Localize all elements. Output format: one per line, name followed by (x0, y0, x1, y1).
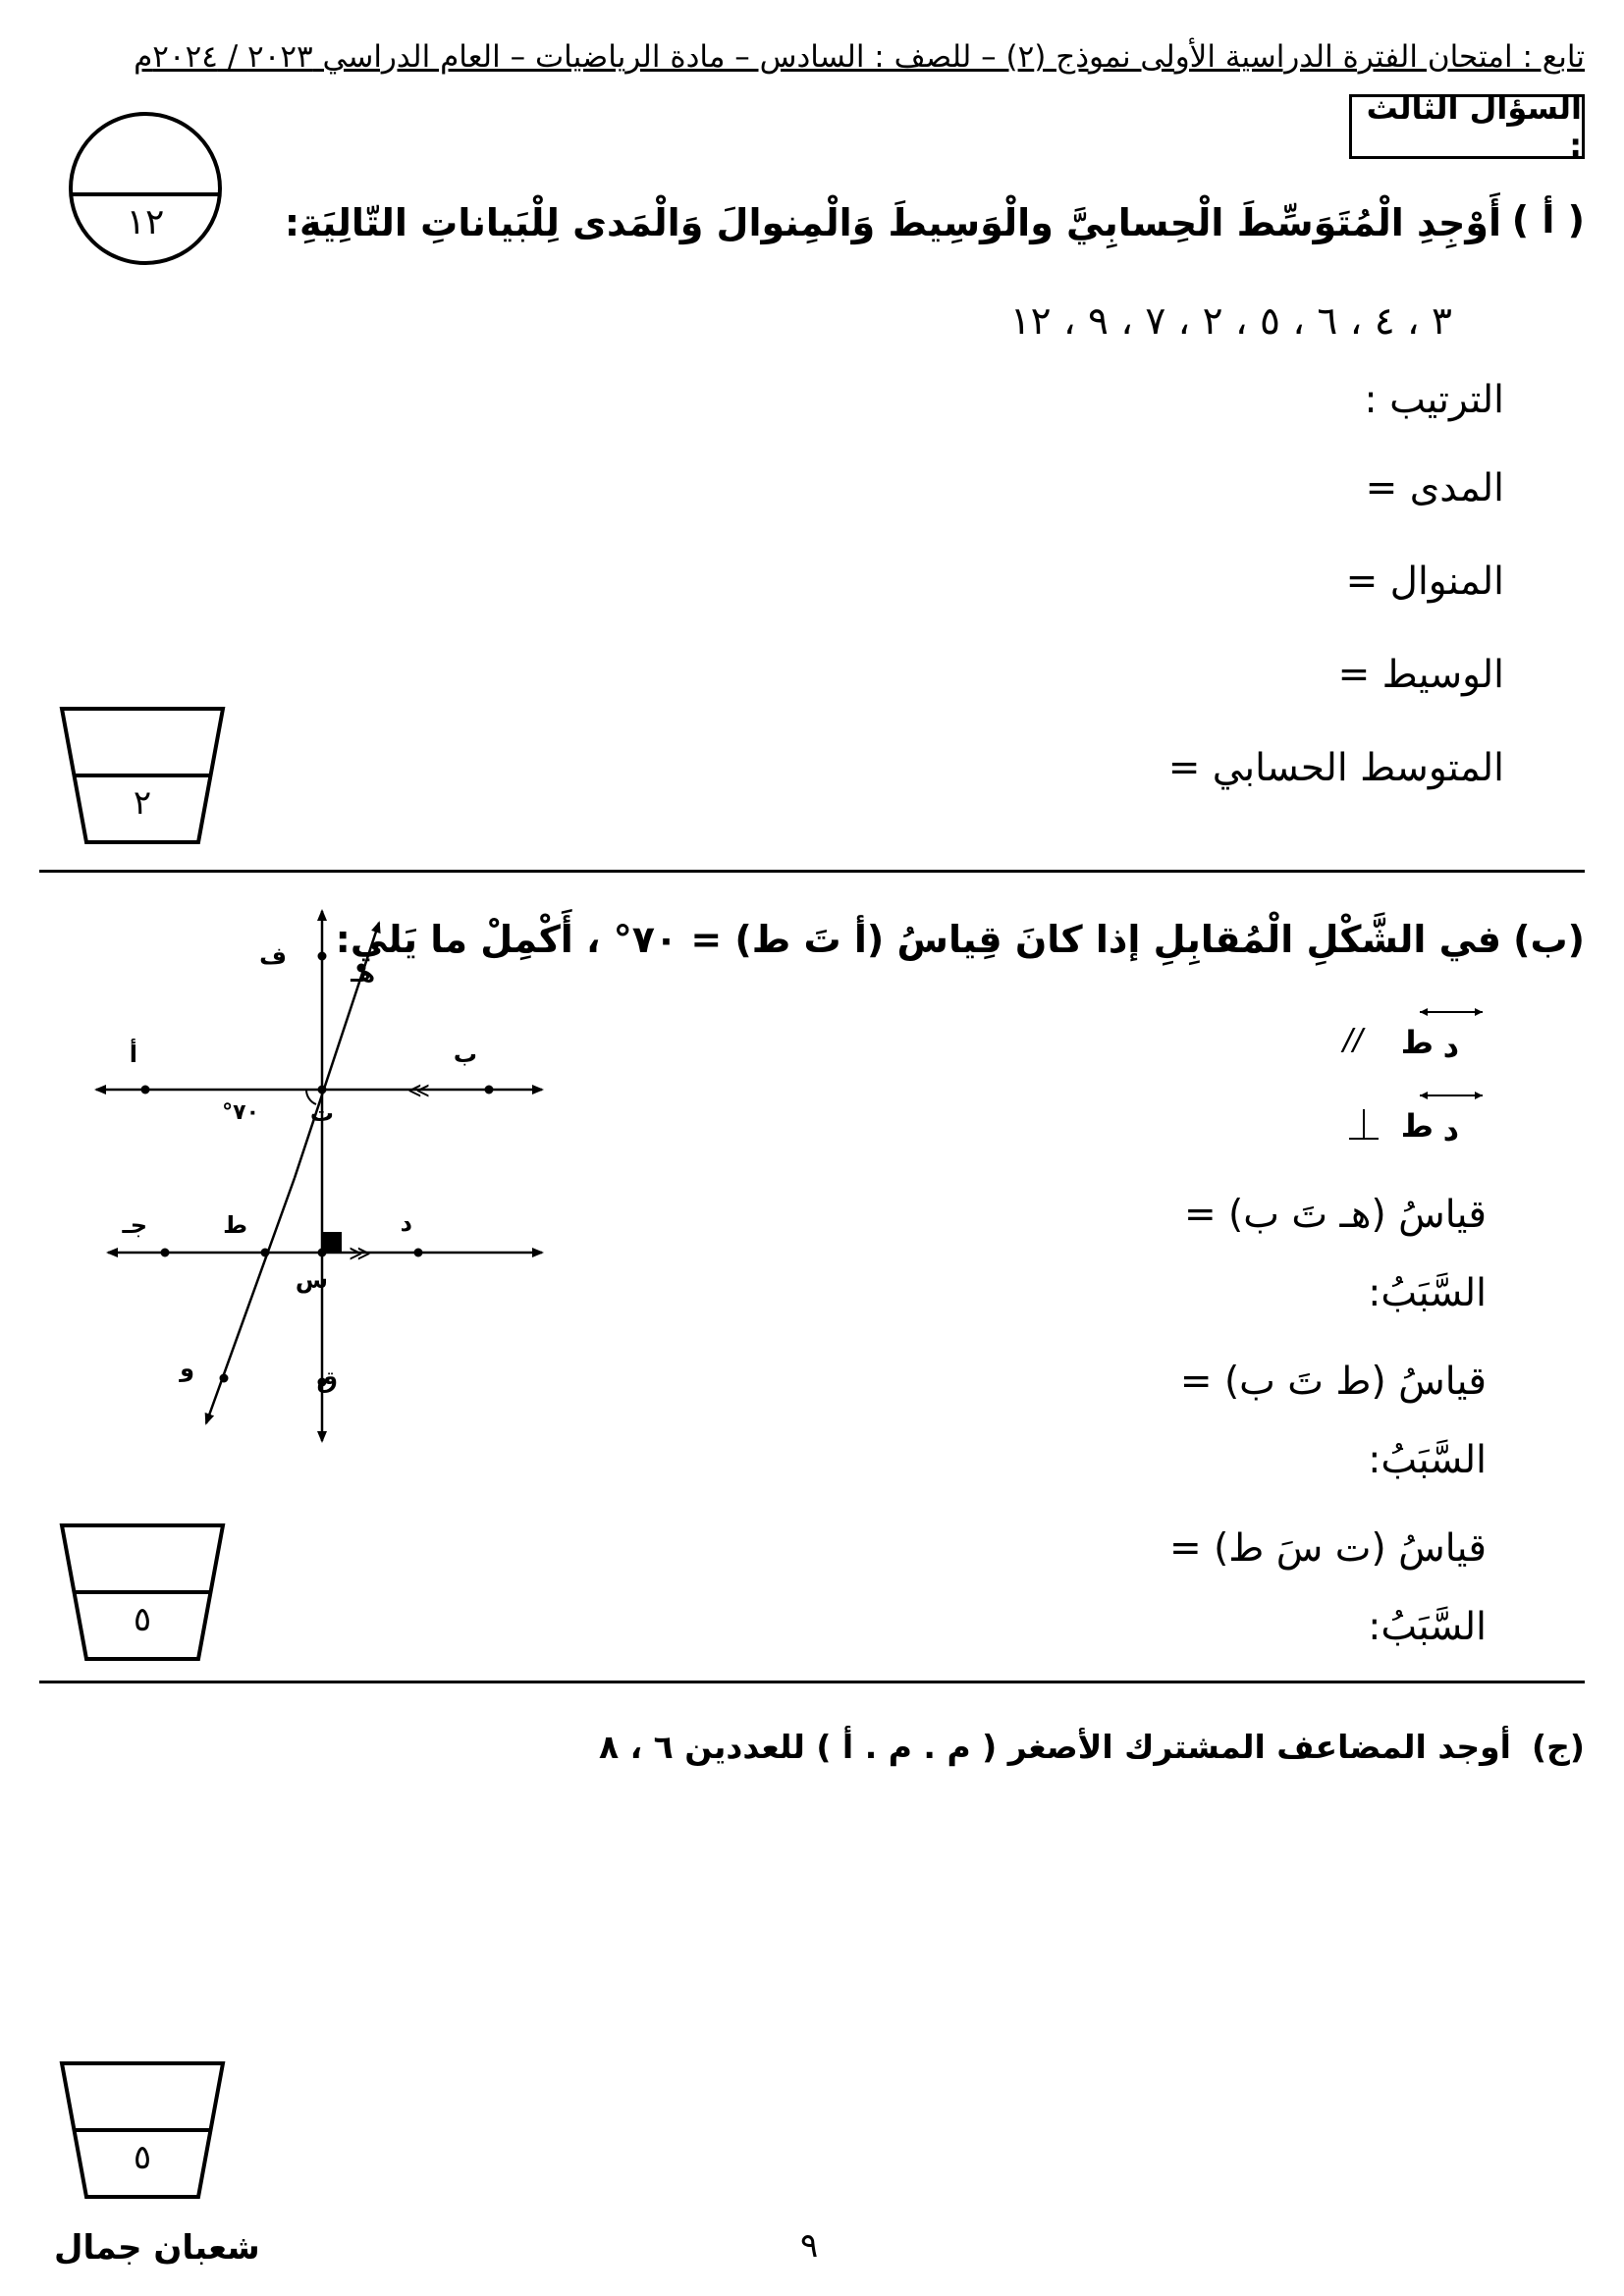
part-b-parallel-row (1342, 1006, 1487, 1065)
fig-label-d: د (400, 1209, 412, 1237)
fig-label-angle: ٧٠° (222, 1100, 259, 1125)
fig-label-t: ت (309, 1099, 334, 1127)
fig-label-h: هـ (351, 960, 375, 988)
page-number: ٩ (800, 2226, 819, 2266)
svg-text:≫: ≫ (406, 1079, 430, 1103)
footer-author: شعبان جمال (54, 2228, 260, 2268)
fig-label-w: و (180, 1355, 194, 1382)
part-b-q3: قياسُ (ت سَ ط) = (1169, 1526, 1487, 1571)
total-score-value: ١٢ (126, 202, 165, 242)
part-a-title: أَوْجِدِ الْمُتَوَسِّطَ الْحِسابِيَّ والْوَسِيطَ وَالْمِنوالَ وَالْمَدى لِلْبَياناتِ التّالِيَةِ: (284, 201, 1501, 244)
part-a-median: الوسيط = (1337, 653, 1504, 697)
fig-label-s: س (295, 1266, 328, 1294)
fig-label-f: ف (259, 942, 287, 970)
question-title-box (1349, 89, 1585, 164)
svg-text:د: د (1442, 1111, 1459, 1148)
part-a-order: الترتيب : (1364, 378, 1504, 422)
part-b-perpendicular-row (1339, 1090, 1487, 1148)
fig-label-b: ب (453, 1041, 477, 1068)
part-a-data-values: ٣ ، ٤ ، ٦ ، ٥ ، ٢ ، ٧ ، ٩ ، ١٢ (1009, 299, 1452, 344)
question-title: السؤال الثالث : (1366, 89, 1582, 164)
geometry-figure (88, 903, 560, 1453)
part-b-reason-2: السَّبَبُ: (1368, 1438, 1487, 1482)
part-b-q1: قياسُ (هـ تَ ب) = (1183, 1193, 1487, 1237)
part-b-reason-3: السَّبَبُ: (1368, 1605, 1487, 1649)
part-b-reason-1: السَّبَبُ: (1368, 1271, 1487, 1315)
part-a-range: المدى = (1365, 466, 1504, 510)
fig-label-a: أ (129, 1041, 137, 1068)
fig-label-j: جـ (122, 1211, 147, 1239)
svg-text:≪: ≪ (348, 1242, 371, 1266)
part-a-mean: المتوسط الحسابي = (1167, 746, 1504, 790)
page-header: تابع : امتحان الفترة الدراسية الأولى نموذج (٢) – للصف : السادس – مادة الرياضيات – العام الدراسي ٢٠٢٣ / ٢٠٢٤م (134, 39, 1585, 75)
part-c-label: (ج) (1532, 1728, 1585, 1766)
total-score-circle (67, 110, 224, 267)
part-c-score-box (59, 2059, 226, 2202)
svg-text:ط: ط (1400, 1107, 1434, 1145)
part-a-mode: المنوال = (1345, 560, 1504, 604)
fig-label-q: ق (316, 1366, 338, 1394)
part-a-score-value: ٢ (133, 783, 152, 823)
svg-text:د: د (1442, 1028, 1459, 1065)
section-divider-2 (39, 1681, 1585, 1683)
part-b-score-value: ٥ (133, 1600, 152, 1639)
fig-label-tt: ط (223, 1211, 247, 1239)
part-c-score-value: ٥ (133, 2138, 152, 2177)
part-a-label: ( أ ) (1511, 198, 1585, 241)
part-c-title: أوجد المضاعف المشترك الأصغر ( م . م . أ ) للعددين ٦ ، ٨ (598, 1728, 1511, 1766)
part-b-title: في الشَّكْلِ الْمُقابِلِ إذا كانَ قِياسُ (أ تَ ط) = ٧٠° ، أَكْمِلْ ما يَلي: (335, 918, 1501, 961)
part-b-q2: قياسُ (ط تَ ب) = (1179, 1360, 1487, 1404)
part-a-score-box (59, 705, 226, 847)
section-divider-1 (39, 870, 1585, 873)
svg-text:ط: ط (1400, 1024, 1434, 1061)
part-b-score-box (59, 1522, 226, 1664)
part-b-label: (ب) (1513, 918, 1585, 961)
svg-text://: // (1342, 1023, 1363, 1057)
